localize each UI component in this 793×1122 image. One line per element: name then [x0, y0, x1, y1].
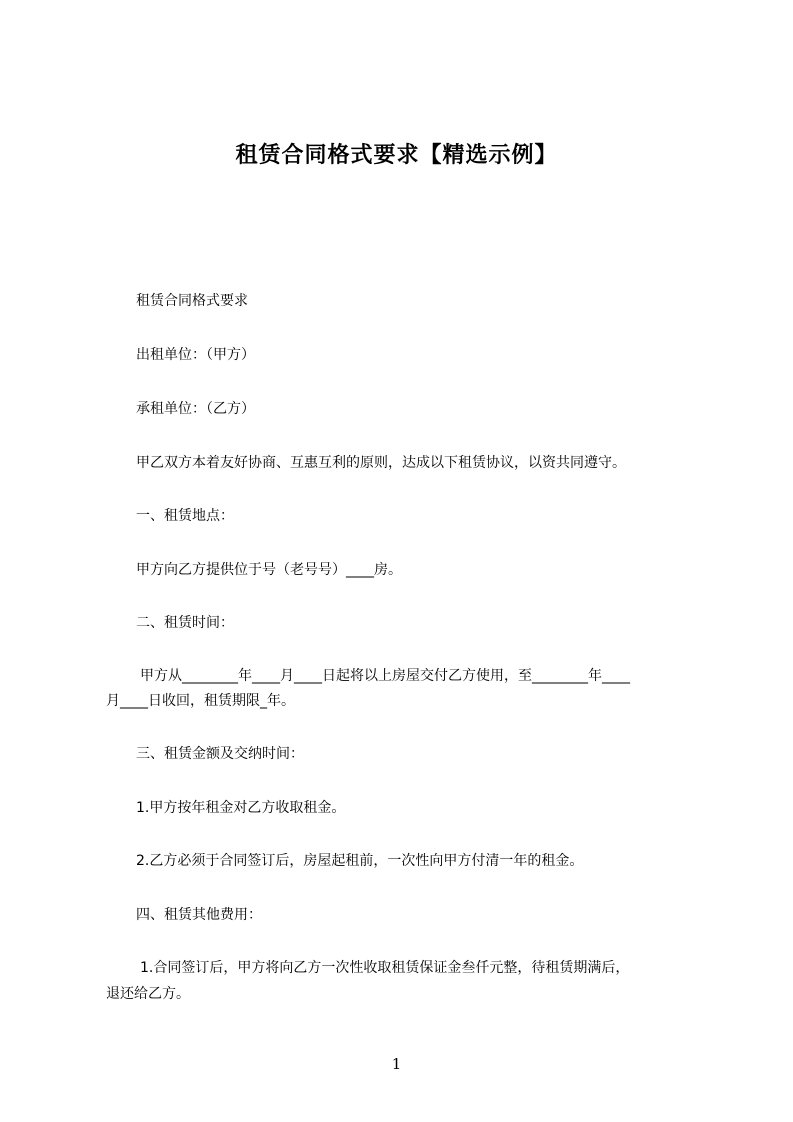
paragraph-period-line1: 甲方从________年____月____日起将以上房屋交付乙方使用，至________年____	[140, 668, 630, 684]
paragraph-rent-1: 1.甲方按年租金对乙方收取租金。	[136, 800, 346, 816]
paragraph-location: 甲方向乙方提供位于号（老号号）____房。	[136, 562, 402, 578]
section-heading-period: 二、租赁时间：	[136, 615, 234, 631]
paragraph-rent-2: 2.乙方必须于合同签订后，房屋起租前，一次性向甲方付清一年的租金。	[136, 853, 584, 869]
paragraph-period-line2: 月____日收回，租赁期限_年。	[106, 693, 295, 709]
paragraph-lessee: 承租单位：（乙方）	[136, 401, 255, 417]
paragraph-fees-1-line1: 1.合同签订后，甲方将向乙方一次性收取租赁保证金叁仟元整，待租赁期满后，	[140, 960, 630, 976]
paragraph-lessor: 出租单位：（甲方）	[136, 347, 255, 363]
section-heading-location: 一、租赁地点：	[136, 508, 234, 524]
paragraph-fees-1-line2: 退还给乙方。	[106, 986, 190, 1002]
paragraph-preamble: 甲乙双方本着友好协商、互惠互利的原则，达成以下租赁协议，以资共同遵守。	[136, 455, 626, 471]
section-heading-other-fees: 四、租赁其他费用：	[136, 907, 262, 923]
document-title: 租赁合同格式要求【精选示例】	[235, 143, 558, 168]
section-heading-rent: 三、租赁金额及交纳时间：	[136, 746, 304, 762]
paragraph-subtitle: 租赁合同格式要求	[136, 293, 248, 309]
page-number: 1	[391, 1055, 402, 1073]
